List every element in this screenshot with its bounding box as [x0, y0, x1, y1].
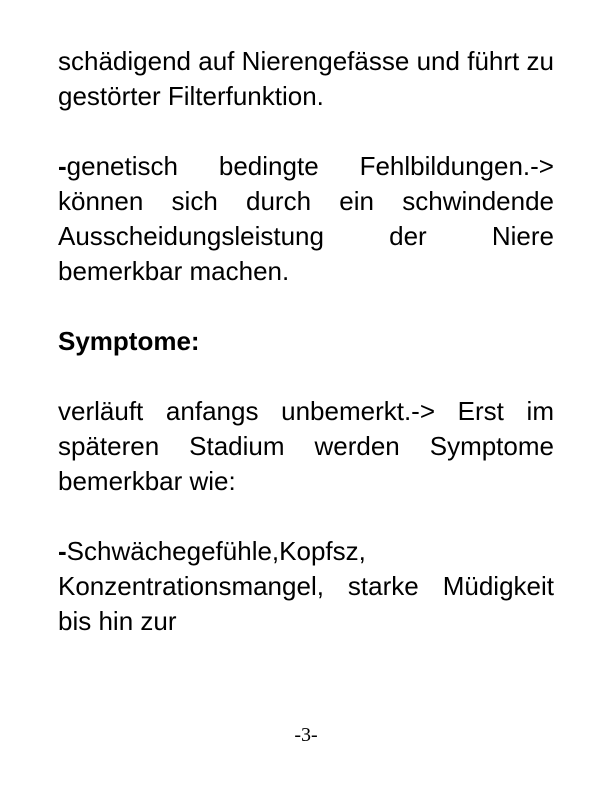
document-body	[58, 44, 554, 639]
list-dash: -	[58, 536, 67, 566]
paragraph-spacer	[58, 114, 554, 149]
paragraph-spacer	[58, 359, 554, 394]
paragraph-kidney-vessels: schädigend auf Nierengefässe und führt zu gestörter Filterfunktion.	[58, 46, 554, 111]
paragraph-symptom-text: Schwächegefühle,Kopfsz, Konzentrationsmangel, starke Müdigkeit bis hin zur	[58, 536, 554, 636]
section-heading-symptoms: Symptome:	[58, 326, 200, 356]
paragraph-course-unnoticed: verläuft anfangs unbemerkt.-> Erst im späteren Stadium werden Symptome bemerkbar wie:	[58, 396, 554, 496]
page-number: -3-	[294, 724, 318, 746]
paragraph-spacer	[58, 289, 554, 324]
paragraph-symptom-list	[58, 534, 554, 639]
paragraph-spacer	[58, 499, 554, 534]
paragraph-genetic-malformations	[58, 149, 554, 289]
paragraph-genetic-text: genetisch bedingte Fehlbildungen.-> können sich durch ein schwindende Ausscheidungsleistung der Niere bemerkbar machen.	[58, 151, 554, 286]
list-dash: -	[58, 151, 67, 181]
